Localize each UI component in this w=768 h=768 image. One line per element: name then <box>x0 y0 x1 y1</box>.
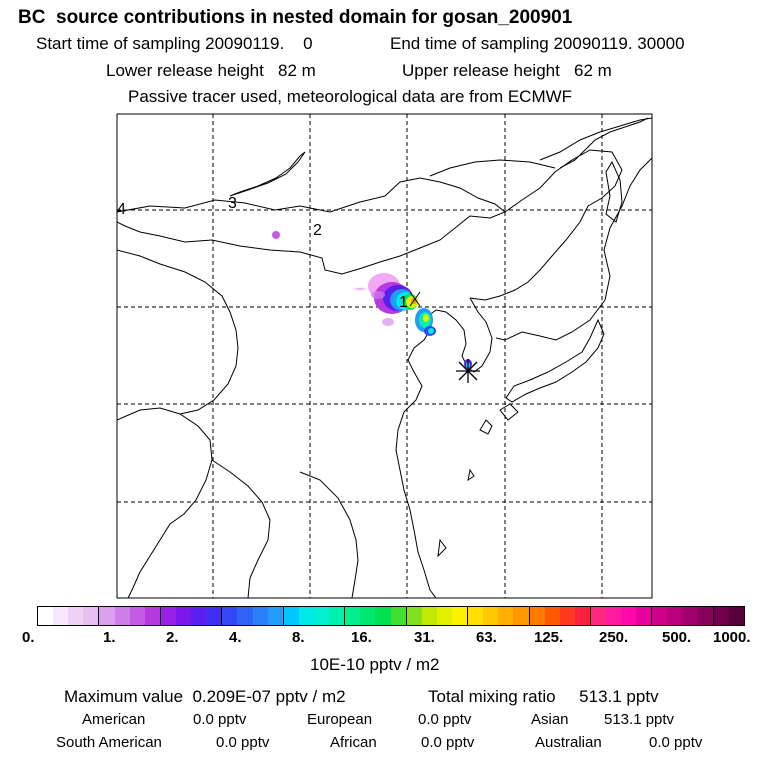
colorbar-cell <box>375 607 390 625</box>
tick-label: 16. <box>351 629 372 646</box>
korea-coast <box>396 298 492 598</box>
colorbar-cell <box>160 607 176 625</box>
map-frame <box>117 114 652 598</box>
tick-label: 4. <box>229 629 242 646</box>
region-name-south-american: South American <box>56 734 162 751</box>
colorbar-cell <box>130 607 145 625</box>
map-title: BC source contributions in nested domain for gosan_200901 <box>18 7 573 28</box>
colorbar-cell <box>498 607 513 625</box>
tick-label: 63. <box>476 629 497 646</box>
start-time-label: Start time of sampling 20090119. 0 <box>36 34 313 53</box>
colorbar-cell <box>406 607 422 625</box>
colorbar-cell <box>206 607 221 625</box>
tick-label: 250. <box>599 629 629 646</box>
kamchatka-coast <box>560 118 648 168</box>
region-name-american: American <box>82 711 146 728</box>
coastlines <box>117 118 652 598</box>
colorbar-cell <box>314 607 329 625</box>
colorbar-cell <box>344 607 360 625</box>
tick-label: 2. <box>166 629 179 646</box>
colorbar-cell <box>83 607 98 625</box>
colorbar-units: 10E-10 pptv / m2 <box>310 655 440 674</box>
colorbar-cell <box>713 607 729 625</box>
colorbar-cell <box>38 607 53 625</box>
colorbar-cell <box>698 607 713 625</box>
track-label-2: 2 <box>313 222 322 239</box>
region-name-european: European <box>307 711 373 728</box>
colorbar-cell <box>391 607 406 625</box>
ne-china-border <box>470 150 622 300</box>
pacific-coast <box>604 158 652 300</box>
colorbar-cell <box>651 607 667 625</box>
colorbar-cell <box>191 607 206 625</box>
southwest-border <box>117 408 212 598</box>
lake-baikal <box>230 152 305 196</box>
tick-label: 1. <box>103 629 116 646</box>
tick-label: 31. <box>414 629 435 646</box>
region-value-american: 0.0 pptv <box>193 711 247 728</box>
tick-label: 125. <box>534 629 564 646</box>
total-mixing-label: Total mixing ratio 513.1 pptv <box>428 687 659 706</box>
lower-release-height-label: Lower release height 82 m <box>106 61 316 80</box>
colorbar-cell <box>53 607 68 625</box>
region-name-australian: Australian <box>535 734 602 751</box>
colorbar-cell <box>253 607 268 625</box>
tick-label: 0. <box>22 629 35 646</box>
colorbar-cell <box>145 607 160 625</box>
colorbar-cell <box>237 607 252 625</box>
colorbar-cell <box>360 607 375 625</box>
region-value-african: 0.0 pptv <box>421 734 475 751</box>
colorbar-cell <box>268 607 283 625</box>
colorbar-cell <box>575 607 590 625</box>
region-value-australian: 0.0 pptv <box>649 734 703 751</box>
asterisk-icon <box>456 359 480 383</box>
region-name-asian: Asian <box>531 711 569 728</box>
mongolia-border <box>117 178 505 274</box>
track-label-4: 4 <box>117 201 126 218</box>
upper-release-height-label: Upper release height 62 m <box>402 61 612 80</box>
colorbar-cell <box>452 607 467 625</box>
colorbar-cell <box>329 607 344 625</box>
colorbar-cell <box>98 607 114 625</box>
max-value-label: Maximum value 0.209E-07 pptv / m2 <box>64 687 346 706</box>
colorbar-cell <box>636 607 651 625</box>
tracer-plume <box>272 231 472 369</box>
colorbar-cell <box>299 607 314 625</box>
colorbar-cell <box>606 607 621 625</box>
tick-label: 500. <box>662 629 692 646</box>
tick-label: 8. <box>292 629 305 646</box>
colorbar-cell <box>437 607 452 625</box>
track-label-3: 3 <box>228 195 237 212</box>
lat-lon-grid <box>117 114 652 598</box>
region-value-south-american: 0.0 pptv <box>216 734 270 751</box>
colorbar-cell <box>513 607 528 625</box>
isolated-source-dot <box>272 231 280 239</box>
colorbar-cell <box>283 607 299 625</box>
colorbar-cell <box>667 607 682 625</box>
colorbar-cell <box>729 607 744 625</box>
colorbar-cell <box>560 607 575 625</box>
region-name-african: African <box>330 734 377 751</box>
russia-coast-arc <box>430 160 555 176</box>
colorbar-cell <box>176 607 191 625</box>
region-value-asian: 513.1 pptv <box>604 711 675 728</box>
end-time-label: End time of sampling 20090119. 30000 <box>390 34 685 53</box>
colorbar-cell <box>683 607 698 625</box>
colorbar-cell <box>529 607 545 625</box>
track-label-1: 1 <box>399 294 408 311</box>
colorbar-cell <box>221 607 237 625</box>
colorbar-cell <box>467 607 483 625</box>
colorbar-cell <box>422 607 437 625</box>
tracer-note: Passive tracer used, meteorological data are from ECMWF <box>128 87 573 106</box>
colorbar <box>37 606 745 626</box>
tick-label: 1000. <box>713 629 751 646</box>
colorbar-cell <box>115 607 130 625</box>
colorbar-cell <box>621 607 636 625</box>
region-value-european: 0.0 pptv <box>418 711 472 728</box>
colorbar-cell <box>590 607 606 625</box>
colorbar-cell <box>545 607 560 625</box>
colorbar-cell <box>483 607 498 625</box>
colorbar-cell <box>68 607 83 625</box>
